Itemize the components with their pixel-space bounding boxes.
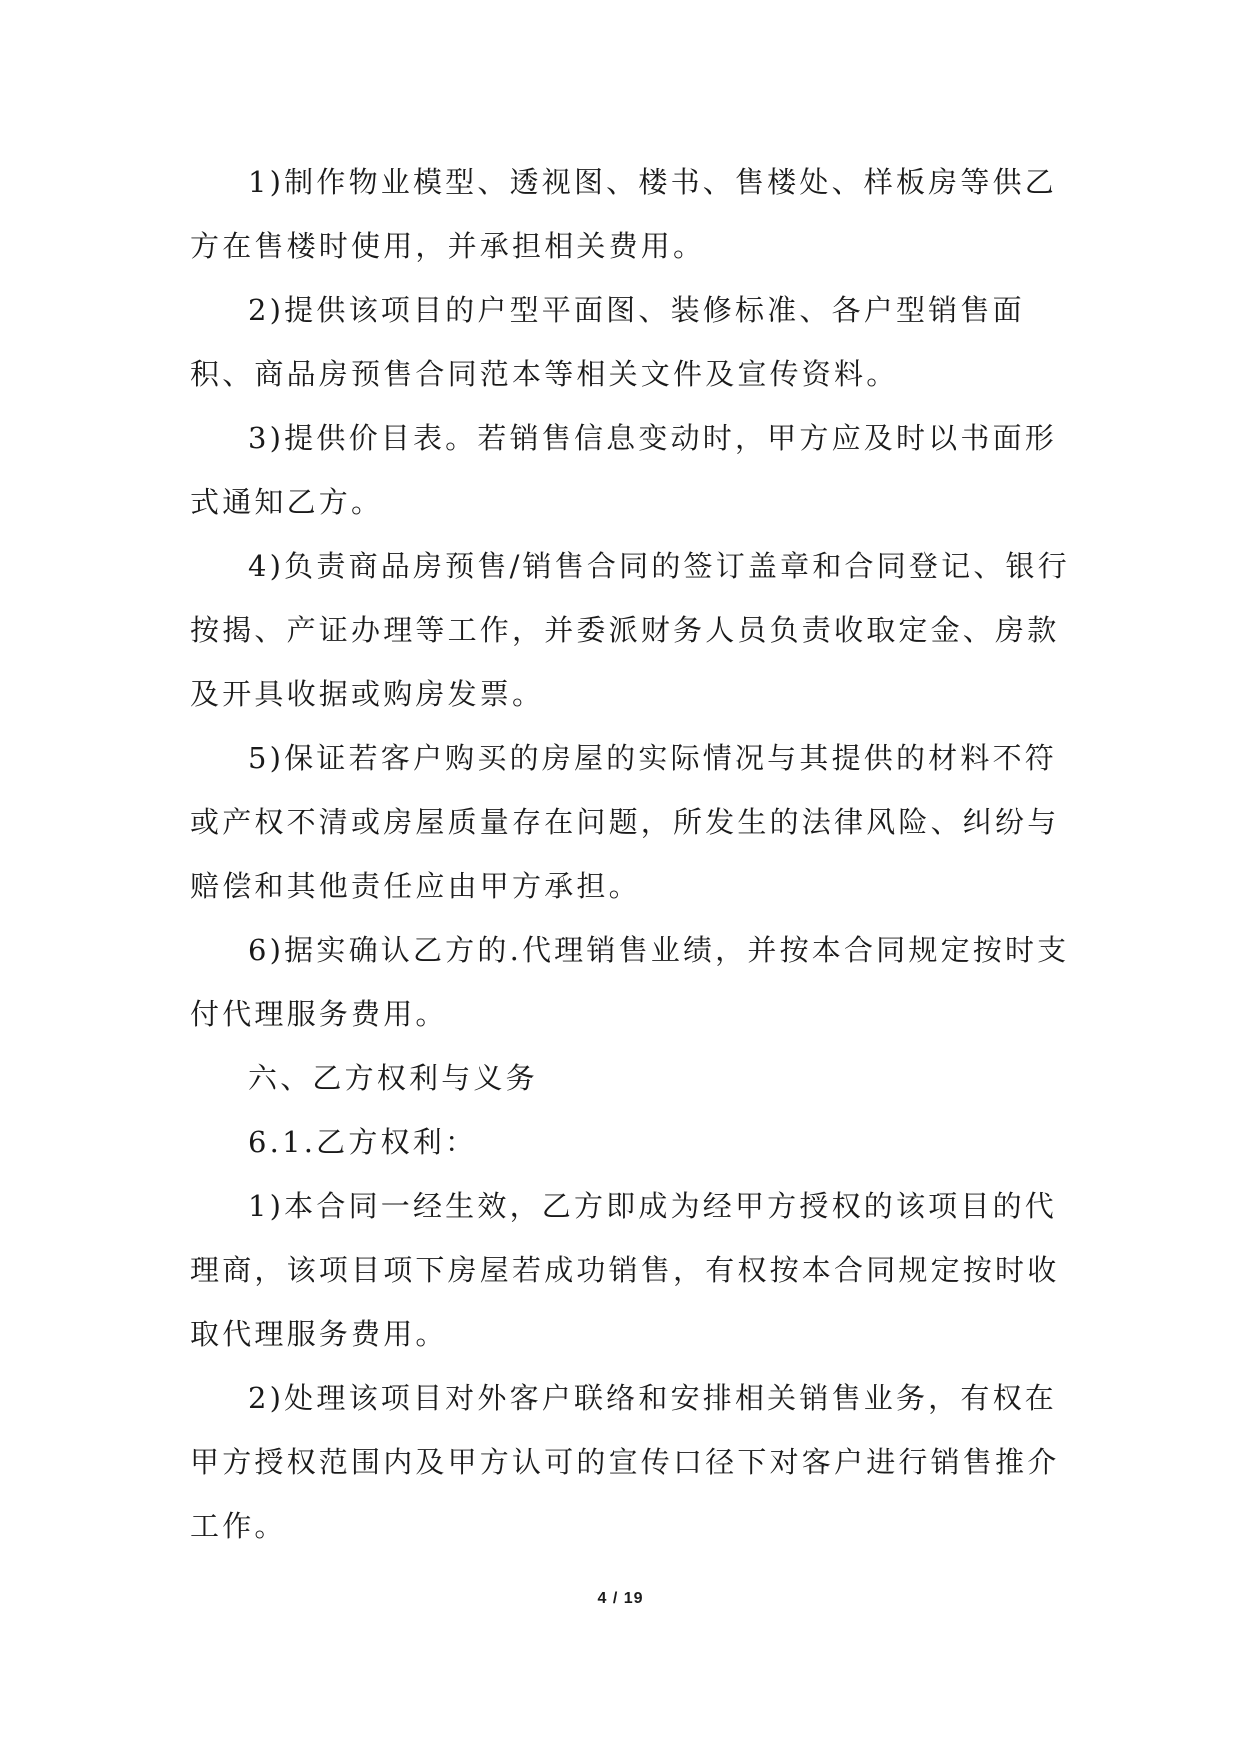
document-body	[190, 150, 1070, 1558]
paragraph-item-6: 6)据实确认乙方的.代理销售业绩，并按本合同规定按时支付代理服务费用。	[190, 933, 1070, 1031]
paragraph-item-2: 2)提供该项目的户型平面图、装修标准、各户型销售面积、商品房预售合同范本等相关文件及宣传资料。	[190, 293, 1025, 391]
paragraph-rights-1: 1)本合同一经生效，乙方即成为经甲方授权的该项目的代理商，该项目项下房屋若成功销售，有权按本合同规定按时收取代理服务费用。	[190, 1189, 1060, 1351]
section-heading: 六、乙方权利与义务	[248, 1061, 538, 1095]
subsection-heading: 6.1.乙方权利：	[248, 1125, 478, 1159]
paragraph-item-1: 1)制作物业模型、透视图、楼书、售楼处、样板房等供乙方在售楼时使用，并承担相关费用。	[190, 165, 1057, 263]
paragraph-item-4: 4)负责商品房预售/销售合同的签订盖章和合同登记、银行按揭、产证办理等工作，并委派财务人员负责收取定金、房款及开具收据或购房发票。	[190, 549, 1070, 711]
paragraph-item-3: 3)提供价目表。若销售信息变动时，甲方应及时以书面形式通知乙方。	[190, 421, 1057, 519]
page-number: 4 / 19	[597, 1590, 644, 1607]
paragraph-rights-2: 2)处理该项目对外客户联络和安排相关销售业务，有权在甲方授权范围内及甲方认可的宣传口径下对客户进行销售推介工作。	[190, 1381, 1060, 1543]
paragraph-item-5: 5)保证若客户购买的房屋的实际情况与其提供的材料不符或产权不清或房屋质量存在问题，所发生的法律风险、纠纷与赔偿和其他责任应由甲方承担。	[190, 741, 1060, 903]
